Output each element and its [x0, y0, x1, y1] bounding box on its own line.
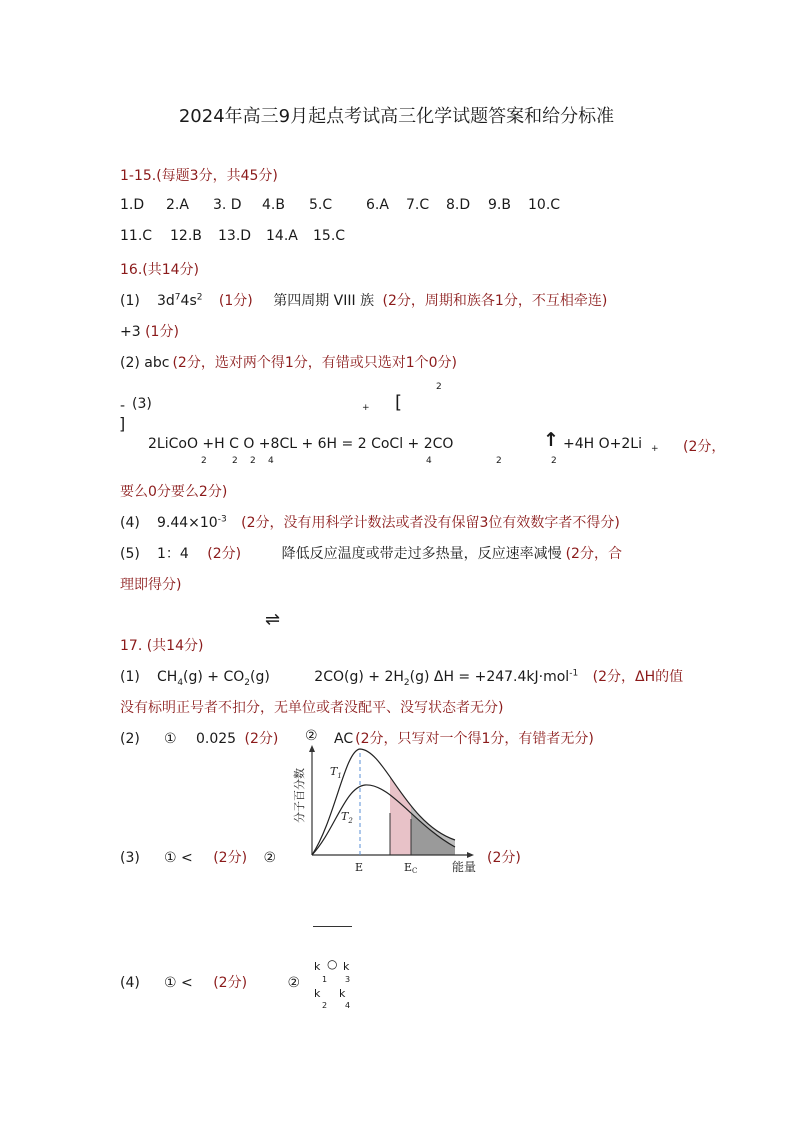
q16-part1: (1) $3d^74s^2$ (1分) 第四周期 VIII 族 (2分，周期和族各1分，不互相牵连): [120, 292, 608, 309]
q17-part3: (3) ① < (2分) ②: [120, 850, 277, 866]
mc-header: 1-15.(每题3分，共45分): [120, 168, 278, 184]
answer-14: 14.A: [266, 228, 298, 244]
eq-sub: 2: [201, 456, 207, 466]
q16-part1-oxidation: +3 (1分): [120, 324, 179, 340]
energy-distribution-figure: [290, 745, 490, 880]
shaded-region-pink: [390, 745, 411, 855]
q16-part3-bracket-left: [: [395, 392, 403, 413]
answer-3: 3. D: [213, 197, 242, 213]
q16-part3-dash: -: [120, 398, 126, 414]
k1: k: [314, 960, 321, 973]
y-axis-label: 分子百分数: [293, 768, 306, 823]
answer-10: 10.C: [528, 197, 561, 213]
y-axis-arrow-icon: [309, 745, 315, 752]
mc-answers-row-1: [120, 197, 560, 213]
k3-sub: 3: [345, 975, 351, 984]
t1-label: $T_1$: [330, 765, 342, 780]
k2-sub: 2: [322, 1001, 328, 1010]
q16-part3-bracket-right: ]: [119, 414, 126, 433]
q16-part3-superscript: 2: [436, 382, 442, 392]
answer-12: 12.B: [170, 228, 202, 244]
q17-part2-answer-2: AC (2分，只写对一个得1分，有错者无分): [334, 731, 594, 747]
q17-header: 17. (共14分): [120, 638, 204, 654]
answer-1: 1.D: [120, 197, 145, 213]
answer-5: 5.C: [309, 197, 333, 213]
q17-part4: (4) ① < (2分) ②: [120, 975, 301, 991]
answer-6: 6.A: [366, 197, 389, 213]
eq-sub: 2: [496, 456, 502, 466]
answer-2: 2.A: [166, 197, 189, 213]
q16-part3-equation-tail: +4H O+2Li: [563, 436, 642, 452]
k1-sub: 1: [322, 975, 328, 984]
q16-part4: (4) $9.44\times 10^{-3}$ (2分，没有用科学计数法或者没有保留3位有效数字者不得分): [120, 514, 620, 531]
q17-part1-score-cont: 没有标明正号者不扣分，无单位或者没配平、没写状态者无分): [120, 700, 504, 716]
eq-sub: 2: [250, 456, 256, 466]
answer-13: 13.D: [218, 228, 252, 244]
k3: k: [343, 960, 350, 973]
k4-sub: 4: [345, 1001, 351, 1010]
q16-part3-score-cont: 要么0分要么2分): [120, 484, 228, 500]
q16-part2: (2) abc (2分，选对两个得1分，有错或只选对1个0分): [120, 355, 458, 371]
answer-4: 4.B: [262, 197, 285, 213]
x-axis-label: 能量: [452, 860, 477, 874]
q17-part2-circle-2: ②: [305, 728, 318, 744]
q16-part3-li-charge: +: [651, 444, 659, 454]
q17-part3-score-2: (2分): [487, 850, 521, 866]
answer-11: 11.C: [120, 228, 153, 244]
k2: k: [314, 987, 321, 1000]
e-label: E: [355, 861, 364, 874]
q16-part5-score-cont: 理即得分): [120, 577, 182, 593]
answer-8: 8.D: [446, 197, 471, 213]
mc-answers-row-2: [120, 228, 345, 244]
eq-sub: 4: [268, 456, 274, 466]
q16-part3-equation: 2LiCoO +H C O +8CL + 6H = 2 CoCl + 2CO: [148, 436, 454, 452]
gas-up-arrow-icon: ↑: [543, 429, 559, 451]
q17-part1: (1) $CH_4(g) + CO_2(g) 2CO(g) + 2H_2(g) \Delta H = +247.4kJ\cdot mol^{-1}$ (2分，ΔH的值: [120, 668, 684, 688]
circle-icon: ○: [327, 957, 338, 971]
eq-sub: 4: [426, 456, 432, 466]
q16-header: 16.(共14分): [120, 262, 200, 278]
q17-part2: (2) ① 0.025 (2分): [120, 731, 279, 747]
equilibrium-arrow-icon: ⇌: [265, 609, 281, 630]
page-title: 2024年高三9月起点考试高三化学试题答案和给分标准: [178, 106, 615, 127]
x-axis-arrow-icon: [467, 852, 474, 858]
q16-part3-plus: +: [362, 403, 370, 413]
fraction-bar: [313, 926, 352, 927]
answer-15: 15.C: [313, 228, 346, 244]
q16-part3-score: (2分，: [683, 439, 726, 455]
eq-sub: 2: [232, 456, 238, 466]
eq-sub: 2: [551, 456, 557, 466]
answer-7: 7.C: [406, 197, 430, 213]
q16-part5: (5) 1：4 (2分) 降低反应温度或带走过多热量，反应速率减慢 (2分，合: [120, 546, 622, 562]
t2-label: $T_2$: [341, 810, 353, 825]
k4: k: [339, 987, 346, 1000]
answer-9: 9.B: [488, 197, 511, 213]
ec-label: EC: [404, 861, 418, 875]
q16-part3-label: (3): [132, 396, 152, 412]
